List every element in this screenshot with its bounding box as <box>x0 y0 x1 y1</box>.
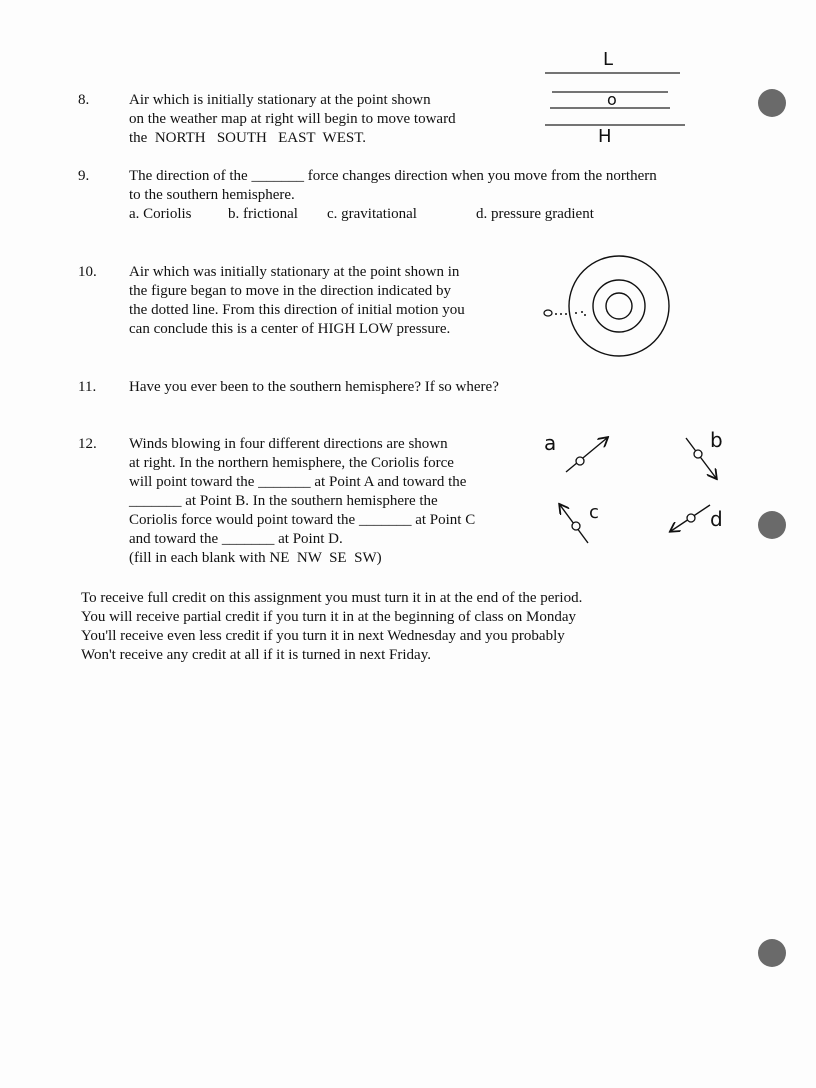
wind-label-d: d <box>710 507 723 531</box>
map-label-point: o <box>607 90 617 109</box>
question-text <box>129 263 465 339</box>
question-text <box>129 167 657 224</box>
question-line: Air which was initially stationary at the point shown in <box>129 264 460 280</box>
punch-hole-top <box>758 89 786 117</box>
wind-label-a: a <box>544 431 557 455</box>
choice-c: c. gravitational <box>327 206 417 222</box>
question-line: Coriolis force would point toward the _______ at Point C <box>129 512 476 528</box>
question-line: the NORTH SOUTH EAST WEST. <box>129 130 367 146</box>
answer-choices <box>129 205 657 224</box>
question-line: (fill in each blank with NE NW SE SW) <box>129 550 382 566</box>
question-line: can conclude this is a center of HIGH LOW pressure. <box>129 321 451 337</box>
paragraph-line: Won't receive any credit at all if it is turned in next Friday. <box>81 647 431 663</box>
question-number: 11. <box>78 379 97 395</box>
question-line: at right. In the northern hemisphere, the Coriolis force <box>129 455 454 471</box>
map-label-low: L <box>603 49 614 70</box>
question-line: The direction of the _______ force changes direction when you move from the northern <box>129 168 657 184</box>
choice-b: b. frictional <box>228 206 298 222</box>
question-text <box>129 91 456 148</box>
wind-label-b: b <box>710 428 723 452</box>
question-line: the figure began to move in the direction indicated by <box>129 283 451 299</box>
question-number: 9. <box>78 168 90 184</box>
question-line: Winds blowing in four different directions are shown <box>129 436 448 452</box>
paragraph-line: You will receive partial credit if you turn it in at the beginning of class on Monday <box>81 609 577 625</box>
choice-a: a. Coriolis <box>129 206 192 222</box>
pressure-center-figure <box>538 260 678 360</box>
paragraph-line: To receive full credit on this assignment you must turn it in at the end of the period. <box>81 590 583 606</box>
question-line: on the weather map at right will begin to move toward <box>129 111 456 127</box>
punch-hole-bottom <box>758 939 786 967</box>
question-text <box>129 378 499 397</box>
punch-hole-middle <box>758 511 786 539</box>
question-line: will point toward the _______ at Point A and toward the <box>129 474 467 490</box>
question-number: 8. <box>78 92 90 108</box>
wind-arrow-c <box>560 505 588 543</box>
wind-arrow-a <box>566 438 607 472</box>
wind-label-c: c <box>589 502 599 523</box>
question-text <box>129 435 475 568</box>
question-line: _______ at Point B. In the southern hemisphere the <box>129 493 438 509</box>
choice-d: d. pressure gradient <box>476 206 594 222</box>
question-number: 12. <box>78 436 97 452</box>
question-line: Air which is initially stationary at the point shown <box>129 92 431 108</box>
credit-policy-paragraph <box>81 589 582 665</box>
question-line: the dotted line. From this direction of initial motion you <box>129 302 465 318</box>
wind-arrow-d <box>671 505 710 531</box>
map-label-high: H <box>598 126 613 147</box>
paragraph-line: You'll receive even less credit if you turn it in next Wednesday and you probably <box>81 628 565 644</box>
question-line: to the southern hemisphere. <box>129 187 295 203</box>
question-line: and toward the _______ at Point D. <box>129 531 343 547</box>
question-line: Have you ever been to the southern hemisphere? If so where? <box>129 379 499 395</box>
question-number: 10. <box>78 264 97 280</box>
